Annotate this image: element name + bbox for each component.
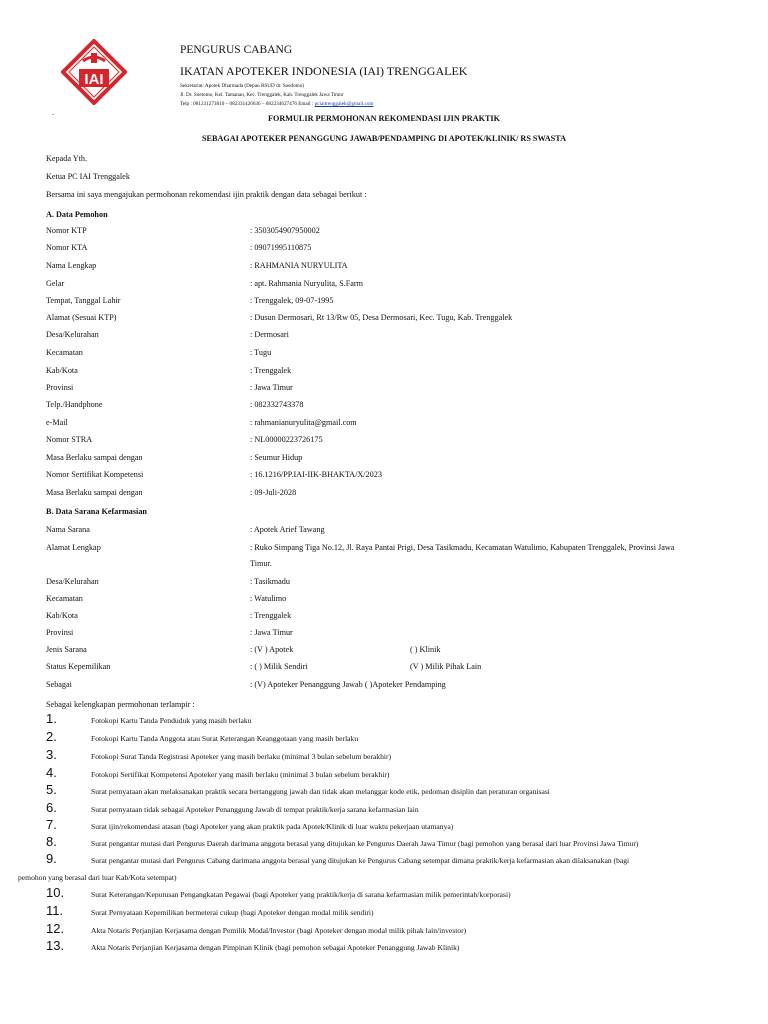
recipient-salutation: Kepada Yth. [46, 154, 88, 163]
attachment-item-text: Fotokopi Kartu Tanda Anggota atau Surat Keterangan Keanggotaan yang masih berlaku [91, 734, 359, 743]
applicant-field-value: : apt. Rahmania Nuryulita, S.Farm [250, 279, 364, 288]
applicant-field-value: : RAHMANIA NURYULITA [250, 261, 348, 270]
org-name-line2: IKATAN APOTEKER INDONESIA (IAI) TRENGGALEK [180, 64, 468, 78]
applicant-field-value: : 082332743378 [250, 400, 304, 409]
org-name-line1: PENGURUS CABANG [180, 44, 293, 56]
role-label: Sebagai [46, 680, 72, 689]
applicant-field-label: Nomor Sertifikat Kompetensi [46, 470, 144, 479]
applicant-field-value: : Dusun Dermosari, Rt 13/Rw 05, Desa Dermosari, Kec. Tugu, Kab. Trenggalek [250, 313, 513, 322]
applicant-field-label: Masa Berlaku sampai dengan [46, 453, 143, 462]
attachment-number: 9. [46, 851, 57, 866]
applicant-field-label: Gelar [46, 279, 65, 288]
stray-dot: . [52, 108, 54, 117]
recipient-name: Ketua PC IAI Trenggalek [46, 172, 130, 181]
attachment-item-text: Akta Notaris Perjanjian Kerjasama dengan Pimpinan Klinik (bagi pemohon sebagai Apoteker Penanggung Jawab Klinik) [91, 943, 460, 952]
section-b-heading: B. Data Sarana Kefarmasian [46, 507, 147, 516]
facility-district-value: : Watulimo [250, 594, 287, 603]
attachment-item-text: Fotokopi Sertifikat Kompetensi Apoteker yang masih berlaku (minimal 3 bulan sebelum berakhir) [91, 770, 390, 779]
facility-regency-value: : Trenggalek [250, 611, 292, 620]
attachment-number: 8. [46, 834, 57, 849]
attachment-number: 6. [46, 800, 57, 815]
iai-logo [61, 39, 127, 105]
role-value: : (V) Apoteker Penanggung Jawab ( )Apoteker Pendamping [250, 680, 446, 689]
applicant-field-label: Tempat, Tanggal Lahir [46, 296, 121, 305]
facility-village-value: : Tasikmadu [250, 577, 290, 586]
attachment-number: 10. [46, 885, 65, 900]
attachment-item-text: Surat Pernyataan Kepemilikan bermeterai cukup (bagi Apoteker dengan modal milik sendiri) [91, 908, 374, 917]
applicant-field-label: Provinsi [46, 383, 74, 392]
applicant-field-label: Alamat (Sesuai KTP) [46, 313, 117, 322]
attachment-number: 2. [46, 729, 57, 744]
applicant-field-value: : 09071995110875 [250, 243, 312, 252]
attachment-item-text: Surat pengantar mutasi dari Pengurus Cabang darimana anggota berasal yang ditujukan ke Pengurus Cabang setempat dimana praktik/kerja kefarmasian akan dilaksanakan (bagi [91, 856, 630, 865]
applicant-field-value: : rahmanianuryulita@gmail.com [250, 418, 357, 427]
attachment-number: 3. [46, 747, 57, 762]
applicant-field-value: : Tugu [250, 348, 272, 357]
facility-name-value: : Apotek Arief Tawang [250, 525, 325, 534]
facility-name-label: Nama Sarana [46, 525, 90, 534]
secretariat-line: Sekretariat: Apotek Dharmada (Depan RSUD dr. Soedomo) [180, 83, 305, 89]
contact-email-link[interactable]: pciaitrenggalek@gmail.com [314, 101, 374, 107]
section-a-heading: A. Data Pemohon [46, 210, 108, 219]
facility-address-label: Alamat Lengkap [46, 543, 101, 552]
facility-address-value: : Ruko Simpang Tiga No.12, Jl. Raya Pantai Prigi, Desa Tasikmadu, Kecamatan Watulimo, Kabupaten Trenggalek, Provinsi Jawa [250, 543, 675, 552]
attachment-number: 7. [46, 817, 57, 832]
contact-line [180, 101, 373, 108]
attachment-item-text: Fotokopi Kartu Tanda Penduduk yang masih berlaku [91, 716, 252, 725]
attachment-item-text: Surat Keterangan/Keputusan Pengangkatan Pegawai (bagi Apoteker yang praktik/kerja di sarana kefarmasian milik pemerintah/korporasi) [91, 890, 511, 899]
form-title: FORMULIR PERMOHONAN REKOMENDASI IJIN PRAKTIK [268, 114, 500, 123]
applicant-field-value: : Dermosari [250, 330, 289, 339]
attachment-number: 12. [46, 921, 65, 936]
attachment-number: 13. [46, 938, 65, 953]
applicant-field-label: e-Mail [46, 418, 68, 427]
applicant-field-value: : 3503054907950002 [250, 226, 320, 235]
applicant-field-value: : NL00000223726175 [250, 435, 323, 444]
attachment-number: 4. [46, 765, 57, 780]
applicant-field-label: Kecamatan [46, 348, 83, 357]
applicant-field-value: : Trenggalek, 09-07-1995 [250, 296, 334, 305]
attachment-item-text: Surat pengantar mutasi dari Pengurus Daerah darimana anggota berasal yang ditujukan ke Pengurus Daerah Jawa Timur (bagi pemohon yang berasal dari luar Provinsi Jawa Timur) [91, 839, 639, 848]
form-subtitle: SEBAGAI APOTEKER PENANGGUNG JAWAB/PENDAMPING DI APOTEK/KLINIK/ RS SWASTA [201, 134, 566, 143]
applicant-field-label: Desa/Kelurahan [46, 330, 99, 339]
attachment-item-text: Akta Notaris Perjanjian Kerjasama dengan Pemilik Modal/Investor (bagi Apoteker dengan modal milik pihak lain/investor) [91, 926, 467, 935]
facility-type-klinik: ( ) Klinik [410, 645, 441, 654]
attachment-number: 5. [46, 782, 57, 797]
attachment-9-continuation: pemohon yang berasal dari luar Kab/Kota setempat) [18, 873, 177, 882]
facility-district-label: Kecamatan [46, 594, 83, 603]
attachment-item-text: Surat pernyataan akan melaksanakan praktik secara bertanggung jawab dan tidak akan melanggar kode etik, pedoman disiplin dan peraturan organisasi [91, 787, 550, 796]
applicant-field-label: Nomor KTA [46, 243, 88, 252]
ownership-own: : ( ) Milik Sendiri [250, 662, 308, 671]
facility-address-value-cont: Timur. [250, 559, 272, 568]
contact-phones: Telp : 081231273810 – 082331426636 – 082234627476 Email : [180, 101, 315, 107]
facility-province-value: : Jawa Timur [250, 628, 293, 637]
applicant-field-value: : Jawa Timur [250, 383, 293, 392]
facility-type-label: Jenis Sarana [46, 645, 87, 654]
attachment-number: 11. [46, 903, 64, 918]
facility-type-apotek: : (V ) Apotek [250, 645, 294, 654]
applicant-field-label: Kab/Kota [46, 366, 78, 375]
ownership-label: Status Kepemilikan [46, 662, 111, 671]
facility-province-label: Provinsi [46, 628, 74, 637]
applicant-field-label: Nomor STRA [46, 435, 93, 444]
applicant-field-label: Nomor KTP [46, 226, 87, 235]
applicant-field-value: : Trenggalek [250, 366, 292, 375]
facility-village-label: Desa/Kelurahan [46, 577, 99, 586]
address-line: Jl. Dr. Soetomo, Kel. Tamanan, Kec. Trenggalek, Kab. Trenggalek Jawa Timur [180, 92, 344, 98]
applicant-field-value: : Seumur Hidup [250, 453, 303, 462]
attachment-item-text: Fotokopi Surat Tanda Registrasi Apoteker yang masih berlaku (minimal 3 bulan sebelum berakhir) [91, 752, 392, 761]
attachments-intro: Sebagai kelengkapan permohonan terlampir : [46, 700, 195, 709]
attachment-item-text: Surat pernyataan tidak sebagai Apoteker Penanggung Jawab di tempat praktik/kerja sarana kefarmasian lain [91, 805, 419, 814]
attachment-number: 1. [46, 711, 57, 726]
svg-text:IAI: IAI [84, 71, 104, 88]
facility-regency-label: Kab/Kota [46, 611, 78, 620]
ownership-other: (V ) Milik Pihak Lain [410, 662, 482, 671]
applicant-field-label: Nama Lengkap [46, 261, 97, 270]
applicant-field-value: : 09-Juli-2028 [250, 488, 297, 497]
applicant-field-label: Masa Berlaku sampai dengan [46, 488, 143, 497]
intro-text: Bersama ini saya mengajukan permohonan rekomendasi ijin praktik dengan data sebagai berikut : [46, 190, 367, 199]
applicant-field-value: : 16.1216/PP.IAI-IIK-BHAKTA/X/2023 [250, 470, 382, 479]
attachment-item-text: Surat ijin/rekomendasi atasan (bagi Apoteker yang akan praktik pada Apotek/Klinik di luar waktu pekerjaan utamanya) [91, 822, 454, 831]
applicant-field-label: Telp./Handphone [46, 400, 103, 409]
